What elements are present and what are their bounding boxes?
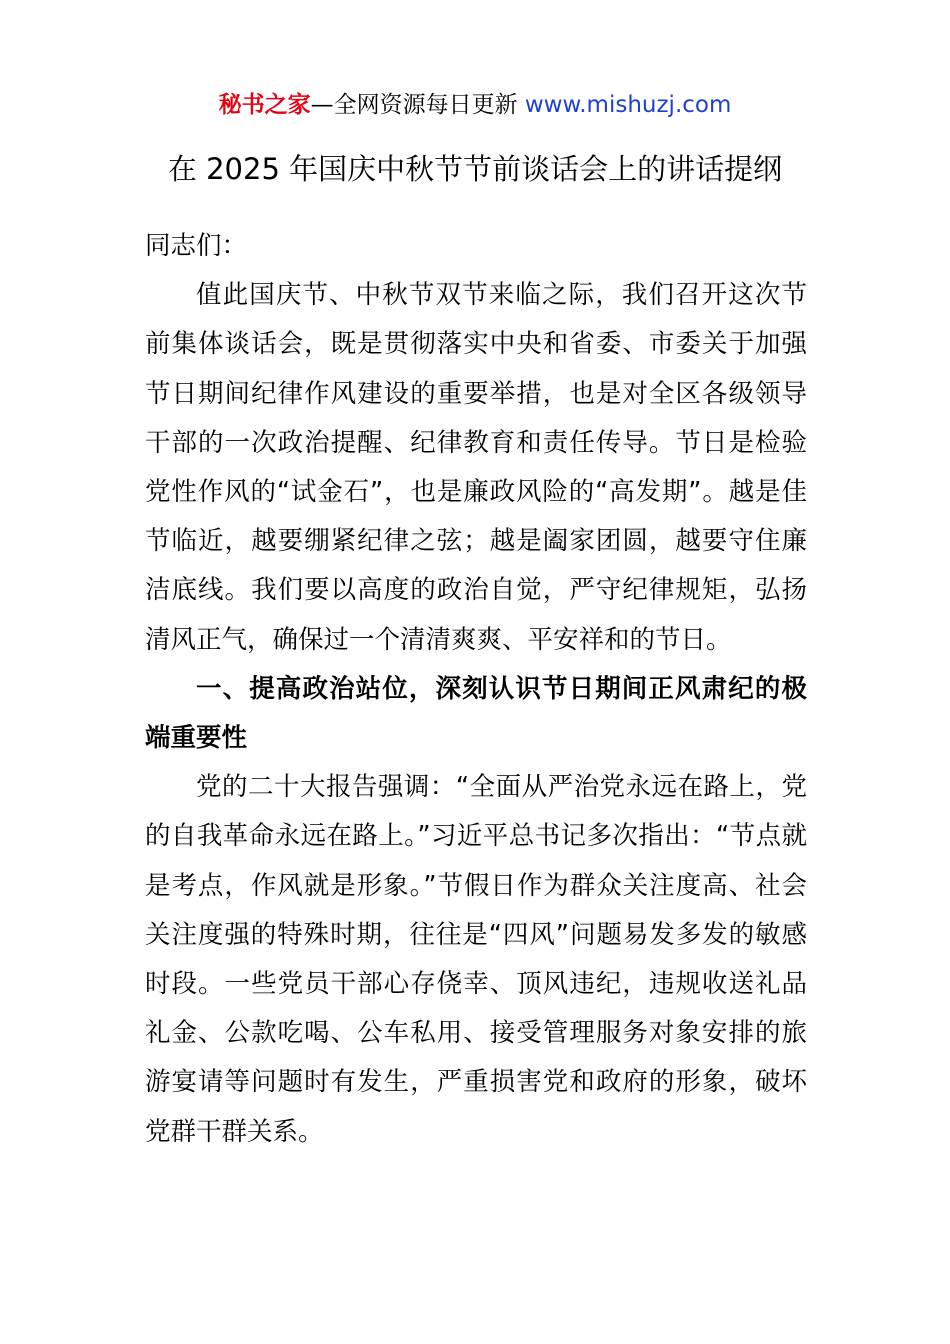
paragraph-section-1: 党的二十大报告强调：“全面从严治党永远在路上，党的自我革命永远在路上。”习近平总书记多次指出：“节点就是考点，作风就是形象。”节假日作为群众关注度高、社会关注度强的特殊时期，往往是“四风”问题易发多发的敏感时段。一些党员干部心存侥幸、顶风违纪，违规收送礼品礼金、公款吃喝、公车私用、接受管理服务对象安排的旅游宴请等问题时有发生，严重损害党和政府的形象，破坏党群干群关系。: [145, 772, 807, 1147]
document-title: 在 2025 年国庆中秋节节前谈话会上的讲话提纲: [167, 152, 783, 186]
section-heading-1: 一、提高政治站位，深刻认识节日期间正风肃纪的极端重要性: [145, 673, 807, 754]
paragraph-intro: 值此国庆节、中秋节双节来临之际，我们召开这次节前集体谈话会，既是贯彻落实中央和省委、市委关于加强节日期间纪律作风建设的重要举措，也是对全区各级领导干部的一次政治提醒、纪律教育和责任传导。节日是检验党性作风的“试金石”，也是廉政风险的“高发期”。越是佳节临近，越要绷紧纪律之弦；越是阖家团圆，越要守住廉洁底线。我们要以高度的政治自觉，严守纪律规矩，弘扬清风正气，确保过一个清清爽爽、平安祥和的节日。: [145, 280, 807, 655]
salutation: 同志们：: [145, 231, 248, 261]
document-body: [145, 222, 807, 1157]
header-tagline: —全网资源每日更新: [310, 92, 525, 118]
site-header: [0, 90, 950, 120]
site-url-link[interactable]: www.mishuzj.com: [524, 92, 732, 118]
brand-name: 秘书之家: [218, 92, 311, 118]
